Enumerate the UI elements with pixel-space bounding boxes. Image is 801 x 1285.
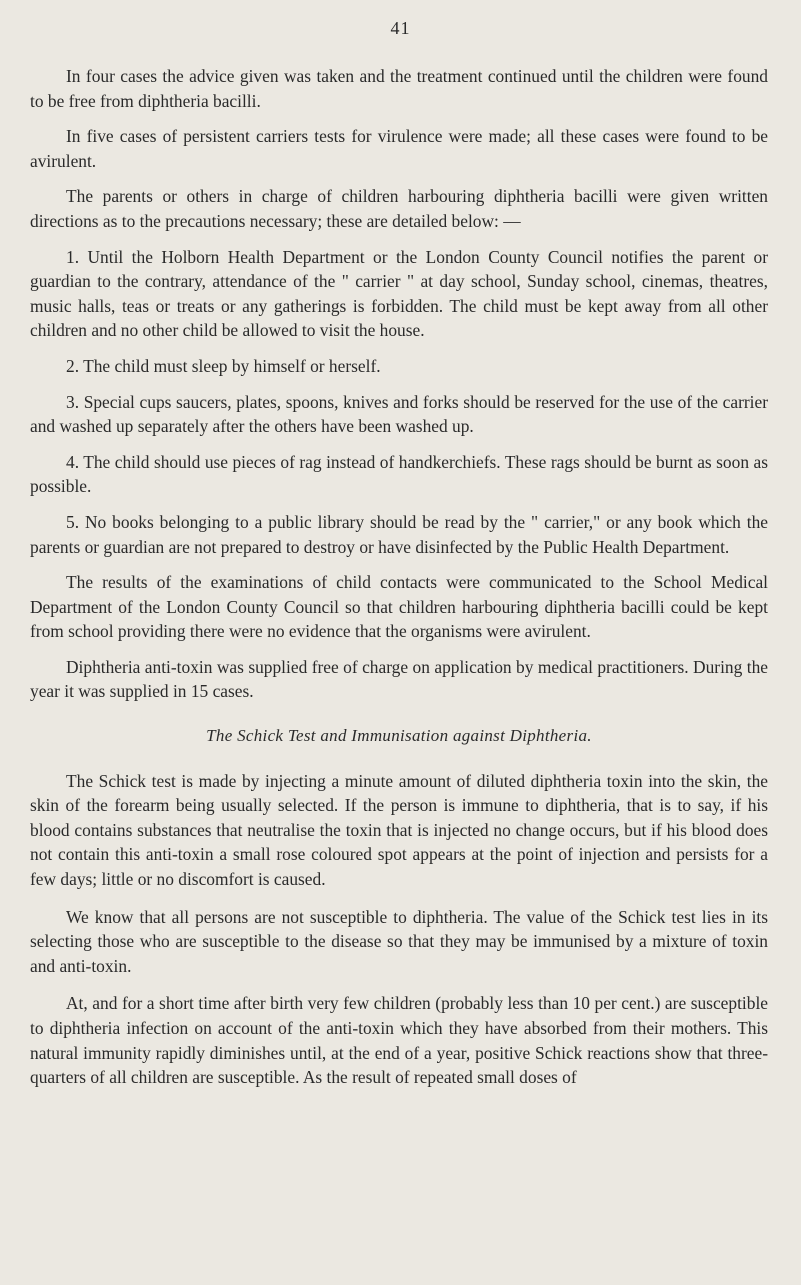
precaution-item-1: 1. Until the Holborn Health Department or the London County Council notifies the parent or guardian to the contrary, attendance of the " carrier " at day school, Sunday school, cinemas, theatres, music halls, teas or treats or any gatherings is forbidden. The child must be kept away from all other children and no other child be allowed to visit the house. <box>30 246 768 341</box>
precaution-item-2: 2. The child must sleep by himself or herself. <box>66 355 381 376</box>
paragraph-schick-test-value: We know that all persons are not susceptible to diphtheria. The value of the Schick test lies in its selecting those who are susceptible to the disease so that they may be immunised by a mixture of toxin and anti-toxin. <box>30 906 768 976</box>
precaution-item-4: 4. The child should use pieces of rag instead of handkerchiefs. These rags should be burnt as soon as possible. <box>30 451 768 497</box>
page-number: 41 <box>390 18 411 38</box>
paragraph-virulence-tests: In five cases of persistent carriers tests for virulence were made; all these cases were found to be avirulent. <box>30 126 768 171</box>
paragraph-written-directions: The parents or others in charge of children harbouring diphtheria bacilli were given written directions as to the precautions necessary; these are detailed below: — <box>30 186 768 231</box>
precaution-item-5: 5. No books belonging to a public library should be read by the " carrier," or any book which the parents or guardian are not prepared to destroy or have disinfected by the Public Health Department. <box>30 511 768 557</box>
body-text <box>30 64 768 1103</box>
precaution-item-3: 3. Special cups saucers, plates, spoons, knives and forks should be reserved for the use of the carrier and washed up separately after the others have been washed up. <box>30 391 768 437</box>
paragraph-advice-taken: In four cases the advice given was taken and the treatment continued until the children were found to be free from diphtheria bacilli. <box>30 66 768 111</box>
paragraph-anti-toxin-supplied: Diphtheria anti-toxin was supplied free of charge on application by medical practitioners. During the year it was supplied in 15 cases. <box>30 656 768 702</box>
paragraph-schick-test-method: The Schick test is made by injecting a minute amount of diluted diphtheria toxin into the skin, the skin of the forearm being usually selected. If the person is immune to diphtheria, that is to say, if his blood contains substances that neutralise the toxin that is injected no change occurs, but if his blood does not contain this anti-toxin a small rose coloured spot appears at the point of injection and persists for a few days; little or no discomfort is caused. <box>30 770 768 890</box>
paragraph-results-communicated: The results of the examinations of child contacts were communicated to the School Medical Department of the London County Council so that children harbouring diphtheria bacilli could be kept from school providing there were no evidence that the organisms were avirulent. <box>30 572 768 642</box>
paragraph-natural-immunity: At, and for a short time after birth very few children (probably less than 10 per cent.) are susceptible to diphtheria infection on account of the anti-toxin which they have absorbed from their mothers. This natural immunity rapidly diminishes until, at the end of a year, positive Schick reactions show that three-quarters of all children are susceptible. As the result of repeated small doses of <box>30 993 768 1088</box>
section-heading: The Schick Test and Immunisation against Diphtheria. <box>206 726 592 746</box>
